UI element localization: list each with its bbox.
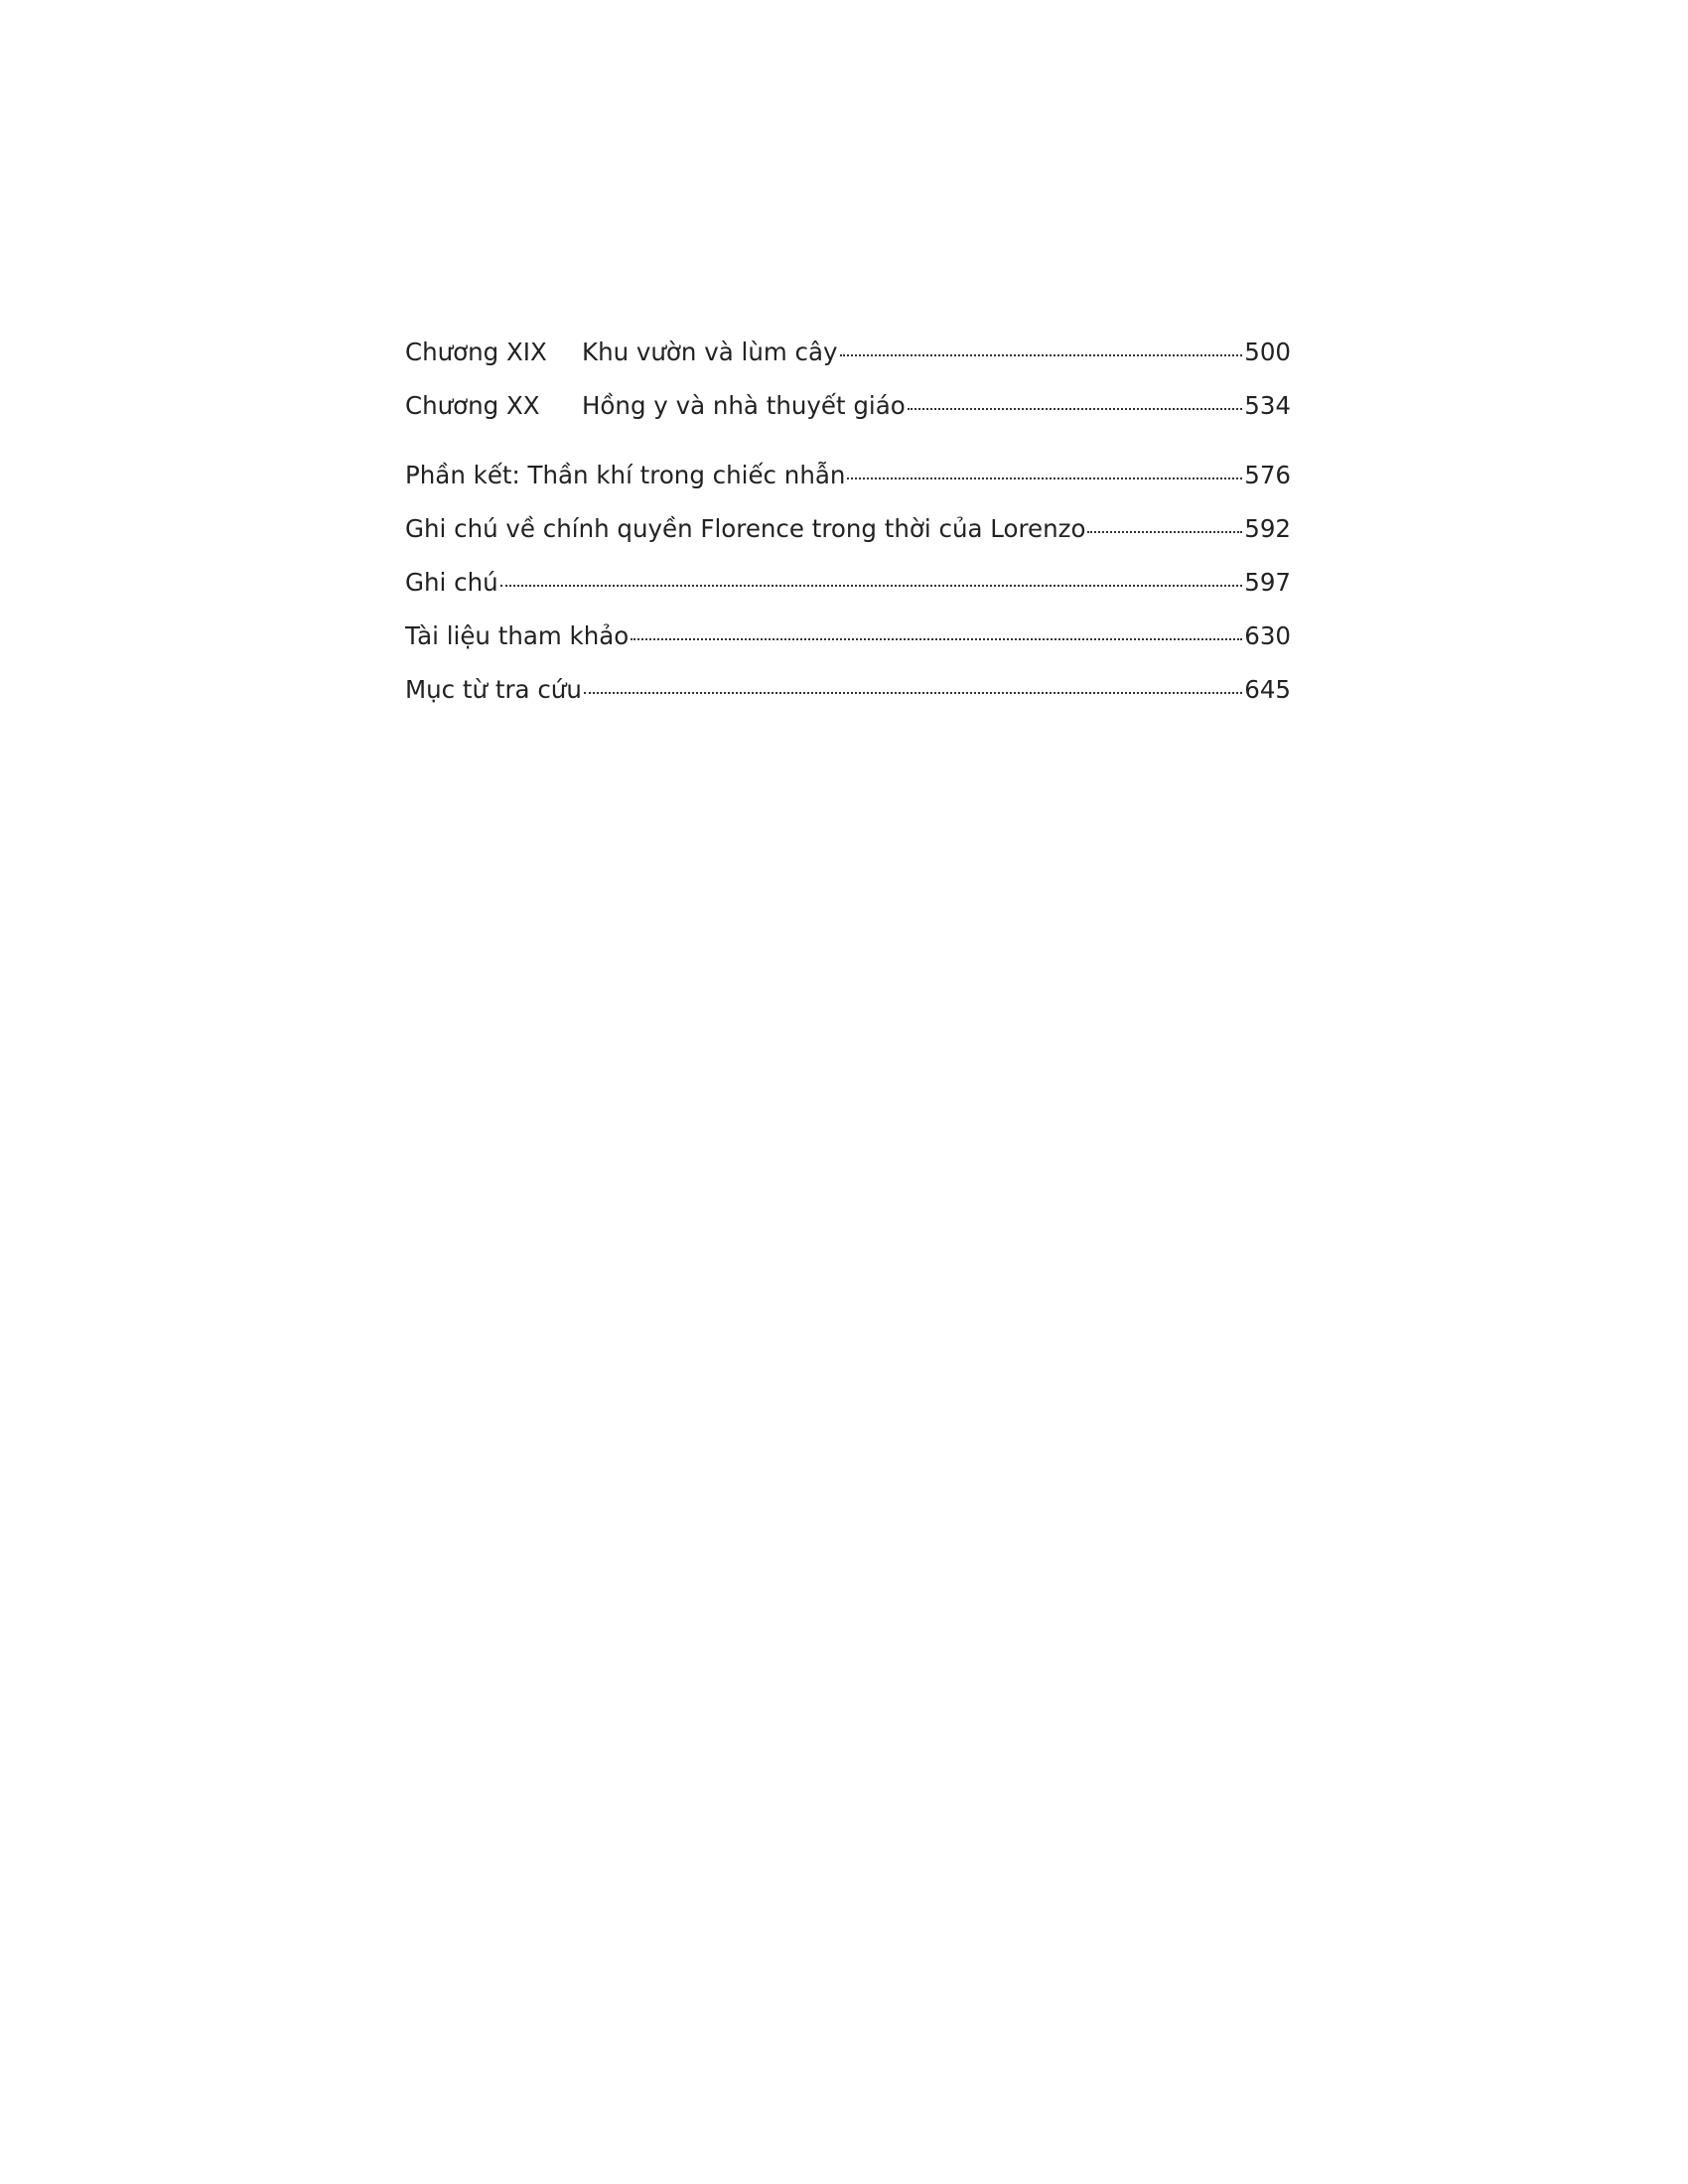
dot-leader — [908, 408, 1243, 410]
toc-entry-epilogue — [405, 461, 1291, 514]
chapter-number: Chương XX — [405, 391, 540, 420]
toc-entry-notes — [405, 568, 1291, 621]
dot-leader — [500, 585, 1243, 587]
chapter-title: Hồng y và nhà thuyết giáo — [582, 391, 906, 420]
page-number: 576 — [1244, 461, 1291, 489]
page-number: 630 — [1244, 621, 1291, 650]
toc-entry-chapter-xix — [405, 338, 1291, 391]
page-number: 500 — [1244, 338, 1291, 366]
entry-title: Ghi chú về chính quyền Florence trong thời của Lorenzo — [405, 514, 1086, 543]
toc-entry-index — [405, 675, 1291, 729]
page-number: 645 — [1244, 675, 1291, 704]
entry-title: Tài liệu tham khảo — [405, 621, 630, 650]
page-number: 592 — [1244, 514, 1291, 543]
toc-entry-government-note — [405, 514, 1291, 568]
entry-title: Phần kết: Thần khí trong chiếc nhẫn — [405, 461, 846, 489]
chapter-title: Khu vườn và lùm cây — [582, 338, 838, 366]
table-of-contents — [405, 338, 1291, 729]
dot-leader — [840, 354, 1243, 356]
page-number: 534 — [1244, 391, 1291, 420]
entry-title: Mục từ tra cứu — [405, 675, 582, 704]
chapter-number: Chương XIX — [405, 338, 547, 366]
toc-entry-chapter-xx — [405, 391, 1291, 445]
dot-leader — [584, 692, 1242, 694]
dot-leader — [1087, 531, 1242, 533]
dot-leader — [847, 478, 1242, 479]
dot-leader — [631, 638, 1242, 640]
entry-title: Ghi chú — [405, 568, 498, 597]
page-number: 597 — [1244, 568, 1291, 597]
toc-entry-bibliography — [405, 621, 1291, 675]
